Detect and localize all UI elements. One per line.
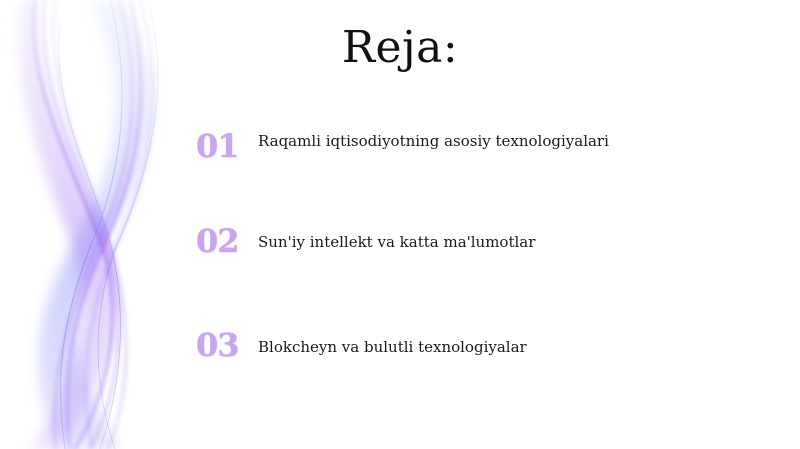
agenda-text: Raqamli iqtisodiyotning asosiy texnologiyalari (258, 132, 609, 150)
slide-title: Reja: (341, 22, 459, 73)
agenda-number: 01 (196, 127, 239, 165)
agenda-item-1 (196, 121, 609, 171)
agenda-text: Sun'iy intellekt va katta ma'lumotlar (258, 233, 536, 251)
agenda-number: 02 (196, 222, 239, 260)
agenda-text: Blokcheyn va bulutli texnologiyalar (258, 338, 527, 356)
agenda-item-2 (196, 216, 535, 266)
agenda-number: 03 (196, 326, 239, 364)
agenda-item-3 (196, 320, 527, 370)
